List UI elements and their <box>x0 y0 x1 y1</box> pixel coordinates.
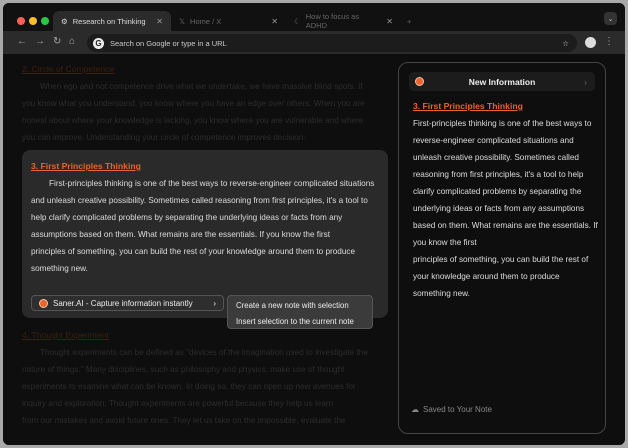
google-icon: G <box>93 38 104 49</box>
maximize-window-button[interactable] <box>41 17 49 25</box>
saved-status <box>411 405 492 414</box>
tab-search-button[interactable]: ⌄ <box>604 12 617 25</box>
tab-research[interactable] <box>53 11 171 31</box>
omnibox-placeholder: Search on Google or type in a URL <box>110 38 227 48</box>
tab-bar <box>3 3 625 31</box>
panel-body <box>413 98 599 302</box>
menu-icon[interactable]: ⋮ <box>604 36 614 47</box>
reload-icon[interactable]: ↻ <box>53 36 62 47</box>
saner-capture-button[interactable] <box>31 295 224 311</box>
tab-x[interactable] <box>171 11 286 31</box>
section-text: When ego and not competence drive what we undertake, we have massive blind spots. If you know what you understand, you know where you have an edge over others. When you are honest about where your knowledge is lacking, you know where you are vulnerable and where you can improve. Understanding your circle of competence improves decision- <box>22 82 365 142</box>
panel-header-title: New Information <box>468 76 536 87</box>
section-2 <box>22 61 372 146</box>
page-content <box>3 54 625 445</box>
section-text: from our mistakes and avoid future ones. They let us take on the impossible, evaluate the <box>22 416 346 425</box>
chrome-icon: ⚙ <box>61 16 68 26</box>
note-text: First-principles thinking is one of the best ways to reverse-engineer complicated situations and unleash creative possibility. Sometimes called reasoning from first principles, it's a tool to help clarify complicated problems by separating the underlying ideas or facts from any assumptions based on them. What remains are the essentials. If you know the first <box>413 119 598 247</box>
saner-button-label: Saner.AI - Capture information instantly <box>53 298 193 308</box>
chevron-right-icon: › <box>213 298 216 308</box>
section-4 <box>22 327 372 429</box>
saved-status-text: Saved to Your Note <box>423 405 492 414</box>
note-text: principles of something, you can build the rest of your knowledge around them to produce something new. <box>413 255 589 298</box>
tab-title: Research on Thinking <box>72 16 146 26</box>
close-window-button[interactable] <box>17 17 25 25</box>
minimize-window-button[interactable] <box>29 17 37 25</box>
close-icon[interactable]: ✕ <box>271 16 278 26</box>
close-icon[interactable]: ✕ <box>386 16 393 26</box>
section-text: principles of something, you can build the rest of your knowledge around them to produce something new. <box>31 247 356 273</box>
menu-item-create-note[interactable]: Create a new note with selection <box>236 301 349 310</box>
tab-title: How to focus as ADHD <box>305 12 360 30</box>
x-logo-icon: 𝕏 <box>179 16 186 26</box>
avatar[interactable] <box>585 37 596 48</box>
moon-icon: ☾ <box>294 16 301 26</box>
new-tab-button[interactable]: + <box>407 16 412 26</box>
panel-header[interactable] <box>409 72 595 91</box>
section-text: Thought experiments can be defined as "devices of the imagination used to investigate the nature of things." Many disciplines, such as philosophy and physics, make use of thought experiments to examine what can be known. In doing so, they can open up new avenues for inquiry and exploration. Thought experiments are powerful because they help us learn <box>22 348 368 408</box>
saner-logo-icon <box>415 77 424 86</box>
star-icon[interactable]: ☆ <box>562 38 569 48</box>
selected-section-card <box>22 150 388 318</box>
omnibox[interactable] <box>87 34 577 52</box>
menu-item-insert-selection[interactable]: Insert selection to the current note <box>236 317 354 326</box>
forward-icon[interactable]: → <box>35 36 45 47</box>
saner-logo-icon <box>39 299 48 308</box>
saner-side-panel <box>398 62 606 434</box>
section-title: 2. Circle of Competence <box>22 64 115 74</box>
back-icon[interactable]: ← <box>17 36 27 47</box>
section-title: 4. Thought Experiment <box>22 330 109 340</box>
cloud-icon: ☁ <box>411 405 419 414</box>
context-menu <box>227 295 373 329</box>
home-icon[interactable]: ⌂ <box>69 36 76 47</box>
chevron-right-icon: › <box>584 76 587 87</box>
close-icon[interactable]: ✕ <box>156 16 163 26</box>
tab-title: Home / X <box>190 16 222 26</box>
section-text: First-principles thinking is one of the best ways to reverse-engineer complicated situations and unleash creative possibility. Sometimes called reasoning from first principles, it's a tool to help clarify complicated problems by separating the underlying ideas or facts from any assumptions based on them. What remains are the essentials. If you know the first <box>31 179 375 239</box>
tab-adhd[interactable] <box>286 11 401 31</box>
section-title: 3. First Principles Thinking <box>31 161 141 171</box>
browser-window <box>3 3 625 445</box>
note-title: 3. First Principles Thinking <box>413 101 523 111</box>
